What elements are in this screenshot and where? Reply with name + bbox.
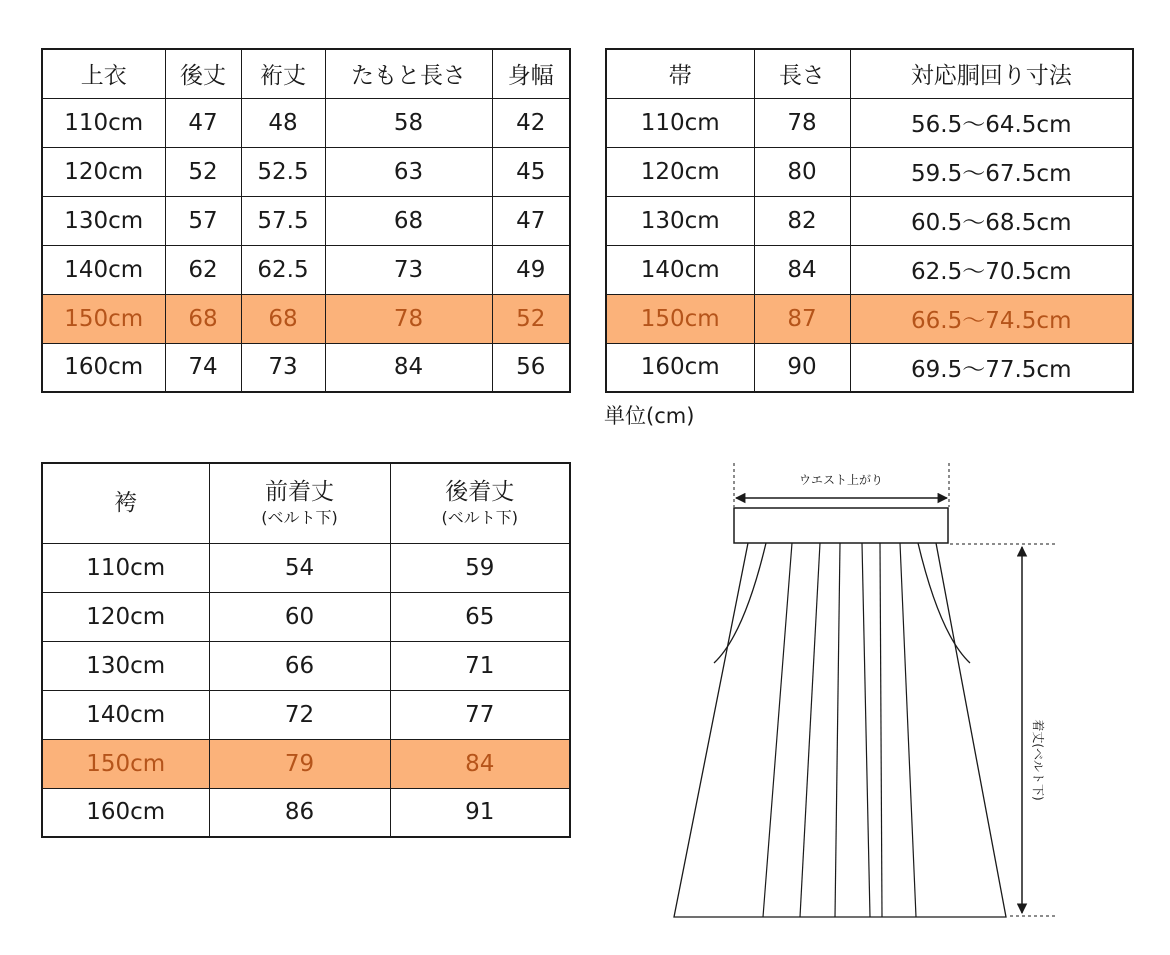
waist-label: ウエスト上がり bbox=[798, 473, 884, 487]
table-cell: 160cm bbox=[606, 343, 754, 392]
table-cell: 47 bbox=[165, 98, 241, 147]
table-row-highlighted bbox=[42, 739, 570, 788]
pleat-line bbox=[763, 543, 792, 917]
table-header-row bbox=[606, 49, 1133, 98]
header-cell: たもと長さ bbox=[325, 49, 492, 98]
table-cell: 52 bbox=[492, 294, 570, 343]
table-row bbox=[42, 343, 570, 392]
table-cell: 66 bbox=[209, 641, 390, 690]
length-label: 着丈(ベルト下) bbox=[1031, 719, 1045, 801]
table-row-highlighted bbox=[42, 294, 570, 343]
pleat-line bbox=[900, 543, 916, 917]
table-row bbox=[606, 343, 1133, 392]
table-cell: 77 bbox=[390, 690, 570, 739]
table-row bbox=[606, 147, 1133, 196]
pleat-line bbox=[862, 543, 870, 917]
table-cell: 57 bbox=[165, 196, 241, 245]
table-cell: 110cm bbox=[42, 543, 209, 592]
table-cell: 84 bbox=[390, 739, 570, 788]
table-cell: 49 bbox=[492, 245, 570, 294]
table-row bbox=[42, 690, 570, 739]
table-row-highlighted bbox=[606, 294, 1133, 343]
table-cell: 84 bbox=[754, 245, 850, 294]
side-opening-left bbox=[714, 543, 766, 663]
table-cell: 56 bbox=[492, 343, 570, 392]
obi-size-table bbox=[605, 48, 1134, 393]
table-cell: 54 bbox=[209, 543, 390, 592]
table-row bbox=[42, 543, 570, 592]
table-cell: 58 bbox=[325, 98, 492, 147]
table-cell: 68 bbox=[241, 294, 325, 343]
table-cell: 87 bbox=[754, 294, 850, 343]
header-main: 袴 bbox=[114, 490, 138, 517]
table-cell: 110cm bbox=[42, 98, 165, 147]
table-cell: 120cm bbox=[42, 592, 209, 641]
hakama-outline bbox=[674, 543, 1006, 917]
table-cell: 74 bbox=[165, 343, 241, 392]
waistband bbox=[734, 508, 948, 543]
table-cell: 45 bbox=[492, 147, 570, 196]
table-cell: 72 bbox=[209, 690, 390, 739]
header-cell: 帯 bbox=[606, 49, 754, 98]
table-cell: 68 bbox=[165, 294, 241, 343]
table-row bbox=[606, 196, 1133, 245]
table-cell: 63 bbox=[325, 147, 492, 196]
table-cell: 47 bbox=[492, 196, 570, 245]
table-cell: 59.5〜67.5cm bbox=[850, 147, 1133, 196]
table-cell: 57.5 bbox=[241, 196, 325, 245]
table-cell: 52.5 bbox=[241, 147, 325, 196]
table-row bbox=[42, 641, 570, 690]
table-cell: 91 bbox=[390, 788, 570, 837]
table-cell: 130cm bbox=[606, 196, 754, 245]
table-cell: 59 bbox=[390, 543, 570, 592]
table-cell: 150cm bbox=[606, 294, 754, 343]
hakama-size-table bbox=[41, 462, 571, 838]
table-cell: 42 bbox=[492, 98, 570, 147]
header-cell: 対応胴回り寸法 bbox=[850, 49, 1133, 98]
table-row bbox=[42, 788, 570, 837]
table-cell: 71 bbox=[390, 641, 570, 690]
table-cell: 140cm bbox=[42, 690, 209, 739]
pleat-line bbox=[800, 543, 820, 917]
table-cell: 60 bbox=[209, 592, 390, 641]
table-cell: 160cm bbox=[42, 788, 209, 837]
jacket-size-table bbox=[41, 48, 571, 393]
header-cell bbox=[42, 463, 209, 543]
header-sub: (ベルト下) bbox=[441, 508, 518, 528]
table-cell: 66.5〜74.5cm bbox=[850, 294, 1133, 343]
table-cell: 130cm bbox=[42, 196, 165, 245]
table-cell: 80 bbox=[754, 147, 850, 196]
table-cell: 120cm bbox=[42, 147, 165, 196]
table-row bbox=[606, 98, 1133, 147]
header-sub: (ベルト下) bbox=[261, 508, 338, 528]
table-cell: 69.5〜77.5cm bbox=[850, 343, 1133, 392]
hakama-diagram bbox=[660, 455, 1070, 935]
table-row bbox=[42, 245, 570, 294]
unit-note: 単位(cm) bbox=[604, 404, 695, 428]
header-cell: 裄丈 bbox=[241, 49, 325, 98]
header-main: 後着丈 bbox=[445, 479, 515, 506]
table-cell: 84 bbox=[325, 343, 492, 392]
table-row bbox=[42, 147, 570, 196]
table-cell: 160cm bbox=[42, 343, 165, 392]
table-row bbox=[42, 592, 570, 641]
table-cell: 52 bbox=[165, 147, 241, 196]
header-main: 前着丈 bbox=[265, 479, 334, 506]
table-row bbox=[606, 245, 1133, 294]
table-cell: 140cm bbox=[606, 245, 754, 294]
table-cell: 56.5〜64.5cm bbox=[850, 98, 1133, 147]
header-cell bbox=[390, 463, 570, 543]
table-cell: 62 bbox=[165, 245, 241, 294]
table-cell: 62.5〜70.5cm bbox=[850, 245, 1133, 294]
table-header-row bbox=[42, 463, 570, 543]
table-cell: 79 bbox=[209, 739, 390, 788]
table-cell: 60.5〜68.5cm bbox=[850, 196, 1133, 245]
pleat-line bbox=[880, 543, 882, 917]
table-header-row bbox=[42, 49, 570, 98]
table-cell: 120cm bbox=[606, 147, 754, 196]
table-cell: 65 bbox=[390, 592, 570, 641]
table-cell: 140cm bbox=[42, 245, 165, 294]
table-cell: 73 bbox=[325, 245, 492, 294]
header-cell bbox=[209, 463, 390, 543]
table-cell: 48 bbox=[241, 98, 325, 147]
header-cell: 身幅 bbox=[492, 49, 570, 98]
table-cell: 82 bbox=[754, 196, 850, 245]
table-cell: 78 bbox=[754, 98, 850, 147]
header-cell: 長さ bbox=[754, 49, 850, 98]
table-row bbox=[42, 98, 570, 147]
table-cell: 68 bbox=[325, 196, 492, 245]
table-cell: 90 bbox=[754, 343, 850, 392]
side-opening-right bbox=[918, 543, 970, 663]
table-cell: 150cm bbox=[42, 294, 165, 343]
header-cell: 上衣 bbox=[42, 49, 165, 98]
table-cell: 86 bbox=[209, 788, 390, 837]
table-cell: 78 bbox=[325, 294, 492, 343]
pleat-line bbox=[835, 543, 840, 917]
table-row bbox=[42, 196, 570, 245]
table-cell: 110cm bbox=[606, 98, 754, 147]
table-cell: 73 bbox=[241, 343, 325, 392]
table-cell: 150cm bbox=[42, 739, 209, 788]
table-cell: 62.5 bbox=[241, 245, 325, 294]
header-cell: 後丈 bbox=[165, 49, 241, 98]
table-cell: 130cm bbox=[42, 641, 209, 690]
